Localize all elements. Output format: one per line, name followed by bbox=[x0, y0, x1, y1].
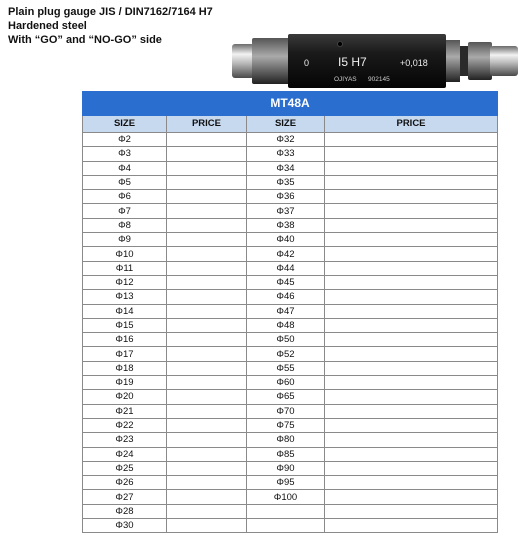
size-cell: Φ38 bbox=[247, 218, 325, 232]
table-row bbox=[83, 318, 498, 332]
size-cell: Φ34 bbox=[247, 161, 325, 175]
price-cell bbox=[325, 318, 498, 332]
size-cell: Φ21 bbox=[83, 404, 167, 418]
gauge-zero-mark: 0 bbox=[304, 58, 310, 68]
table-row bbox=[83, 233, 498, 247]
price-cell bbox=[167, 261, 247, 275]
price-cell bbox=[325, 519, 498, 533]
table-row bbox=[83, 376, 498, 390]
price-cell bbox=[325, 376, 498, 390]
size-cell: Φ90 bbox=[247, 461, 325, 475]
price-cell bbox=[167, 418, 247, 432]
size-cell: Φ27 bbox=[83, 490, 167, 504]
table-row bbox=[83, 275, 498, 289]
size-cell bbox=[247, 504, 325, 518]
price-cell bbox=[167, 233, 247, 247]
price-cell bbox=[325, 290, 498, 304]
price-cell bbox=[167, 376, 247, 390]
price-cell bbox=[167, 175, 247, 189]
size-cell: Φ8 bbox=[83, 218, 167, 232]
price-cell bbox=[167, 447, 247, 461]
price-cell bbox=[325, 476, 498, 490]
size-cell: Φ17 bbox=[83, 347, 167, 361]
size-cell: Φ23 bbox=[83, 433, 167, 447]
table-row bbox=[83, 447, 498, 461]
price-cell bbox=[325, 133, 498, 147]
table-row bbox=[83, 519, 498, 533]
size-cell: Φ95 bbox=[247, 476, 325, 490]
table-row bbox=[83, 347, 498, 361]
size-cell: Φ52 bbox=[247, 347, 325, 361]
price-cell bbox=[167, 275, 247, 289]
size-cell: Φ2 bbox=[83, 133, 167, 147]
go-pin bbox=[232, 44, 254, 78]
price-cell bbox=[167, 361, 247, 375]
price-cell bbox=[167, 304, 247, 318]
price-cell bbox=[167, 390, 247, 404]
size-cell: Φ26 bbox=[83, 476, 167, 490]
table-row bbox=[83, 404, 498, 418]
size-cell: Φ24 bbox=[83, 447, 167, 461]
price-cell bbox=[325, 147, 498, 161]
price-cell bbox=[167, 347, 247, 361]
nogo-pin bbox=[490, 46, 518, 76]
size-cell: Φ13 bbox=[83, 290, 167, 304]
table-row bbox=[83, 290, 498, 304]
gauge-tolerance-mark: +0,018 bbox=[400, 58, 428, 68]
price-cell bbox=[325, 504, 498, 518]
size-cell: Φ36 bbox=[247, 190, 325, 204]
size-cell: Φ70 bbox=[247, 404, 325, 418]
size-cell: Φ44 bbox=[247, 261, 325, 275]
plug-gauge-image bbox=[232, 32, 518, 90]
size-cell: Φ22 bbox=[83, 418, 167, 432]
size-cell: Φ9 bbox=[83, 233, 167, 247]
price-cell bbox=[325, 233, 498, 247]
size-cell: Φ10 bbox=[83, 247, 167, 261]
price-cell bbox=[167, 461, 247, 475]
nogo-collar bbox=[446, 40, 460, 82]
table-row bbox=[83, 175, 498, 189]
size-cell: Φ33 bbox=[247, 147, 325, 161]
price-cell bbox=[325, 161, 498, 175]
price-cell bbox=[325, 390, 498, 404]
price-cell bbox=[325, 490, 498, 504]
table-row bbox=[83, 161, 498, 175]
size-cell: Φ7 bbox=[83, 204, 167, 218]
size-cell: Φ32 bbox=[247, 133, 325, 147]
table-row bbox=[83, 361, 498, 375]
size-cell: Φ11 bbox=[83, 261, 167, 275]
table-row bbox=[83, 333, 498, 347]
table-row bbox=[83, 247, 498, 261]
size-cell: Φ60 bbox=[247, 376, 325, 390]
price-cell bbox=[325, 218, 498, 232]
price-table bbox=[82, 91, 498, 533]
price-cell bbox=[167, 204, 247, 218]
go-collar bbox=[252, 38, 290, 84]
size-cell: Φ100 bbox=[247, 490, 325, 504]
size-cell: Φ46 bbox=[247, 290, 325, 304]
size-cell: Φ42 bbox=[247, 247, 325, 261]
size-cell: Φ3 bbox=[83, 147, 167, 161]
price-cell bbox=[167, 476, 247, 490]
size-cell: Φ20 bbox=[83, 390, 167, 404]
gauge-serial: 902145 bbox=[368, 76, 390, 83]
size-cell: Φ47 bbox=[247, 304, 325, 318]
size-cell: Φ85 bbox=[247, 447, 325, 461]
size-cell: Φ35 bbox=[247, 175, 325, 189]
table-row bbox=[83, 433, 498, 447]
size-cell bbox=[247, 519, 325, 533]
size-cell: Φ14 bbox=[83, 304, 167, 318]
price-cell bbox=[167, 218, 247, 232]
size-cell: Φ75 bbox=[247, 418, 325, 432]
price-cell bbox=[167, 161, 247, 175]
go-nogo-line: With “GO” and “NO-GO” side bbox=[8, 34, 162, 46]
table-row bbox=[83, 504, 498, 518]
price-cell bbox=[167, 490, 247, 504]
model-header: MT48A bbox=[83, 92, 498, 116]
table-row bbox=[83, 218, 498, 232]
table-row bbox=[83, 204, 498, 218]
size-cell: Φ19 bbox=[83, 376, 167, 390]
price-cell bbox=[325, 404, 498, 418]
table-row bbox=[83, 304, 498, 318]
table-row bbox=[83, 490, 498, 504]
size-cell: Φ48 bbox=[247, 318, 325, 332]
size-cell: Φ37 bbox=[247, 204, 325, 218]
price-cell bbox=[325, 361, 498, 375]
size-cell: Φ65 bbox=[247, 390, 325, 404]
price-cell bbox=[167, 247, 247, 261]
material-line: Hardened steel bbox=[8, 20, 87, 32]
size-cell: Φ18 bbox=[83, 361, 167, 375]
size-cell: Φ55 bbox=[247, 361, 325, 375]
size-cell: Φ4 bbox=[83, 161, 167, 175]
size-cell: Φ40 bbox=[247, 233, 325, 247]
price-cell bbox=[325, 175, 498, 189]
size-header-left: SIZE bbox=[83, 116, 167, 133]
size-cell: Φ80 bbox=[247, 433, 325, 447]
price-cell bbox=[325, 347, 498, 361]
price-cell bbox=[325, 433, 498, 447]
table-row bbox=[83, 190, 498, 204]
price-cell bbox=[167, 433, 247, 447]
product-description bbox=[8, 5, 213, 47]
gauge-size-mark: I5 H7 bbox=[338, 55, 367, 69]
price-cell bbox=[167, 504, 247, 518]
price-cell bbox=[325, 247, 498, 261]
price-cell bbox=[167, 133, 247, 147]
price-header-right: PRICE bbox=[325, 116, 498, 133]
size-cell: Φ15 bbox=[83, 318, 167, 332]
price-cell bbox=[167, 519, 247, 533]
size-cell: Φ25 bbox=[83, 461, 167, 475]
price-cell bbox=[325, 204, 498, 218]
table-row bbox=[83, 476, 498, 490]
size-cell: Φ30 bbox=[83, 519, 167, 533]
size-cell: Φ28 bbox=[83, 504, 167, 518]
table-row bbox=[83, 147, 498, 161]
price-cell bbox=[325, 447, 498, 461]
size-cell: Φ12 bbox=[83, 275, 167, 289]
price-cell bbox=[167, 190, 247, 204]
table-row bbox=[83, 461, 498, 475]
size-cell: Φ6 bbox=[83, 190, 167, 204]
price-cell bbox=[325, 261, 498, 275]
price-cell bbox=[167, 147, 247, 161]
price-cell bbox=[325, 190, 498, 204]
table-row bbox=[83, 418, 498, 432]
price-cell bbox=[325, 418, 498, 432]
price-cell bbox=[167, 318, 247, 332]
size-cell: Φ5 bbox=[83, 175, 167, 189]
price-header-left: PRICE bbox=[167, 116, 247, 133]
price-cell bbox=[325, 275, 498, 289]
price-cell bbox=[325, 304, 498, 318]
price-cell bbox=[167, 404, 247, 418]
size-cell: Φ16 bbox=[83, 333, 167, 347]
size-cell: Φ50 bbox=[247, 333, 325, 347]
table-row bbox=[83, 390, 498, 404]
column-headers bbox=[83, 116, 498, 133]
product-title: Plain plug gauge JIS / DIN7162/7164 H7 bbox=[8, 6, 213, 18]
price-cell bbox=[325, 333, 498, 347]
price-cell bbox=[167, 333, 247, 347]
table-row bbox=[83, 133, 498, 147]
table-row bbox=[83, 261, 498, 275]
size-cell: Φ45 bbox=[247, 275, 325, 289]
gauge-brand: OJIYAS bbox=[334, 76, 357, 83]
price-cell bbox=[325, 461, 498, 475]
price-cell bbox=[167, 290, 247, 304]
size-header-right: SIZE bbox=[247, 116, 325, 133]
